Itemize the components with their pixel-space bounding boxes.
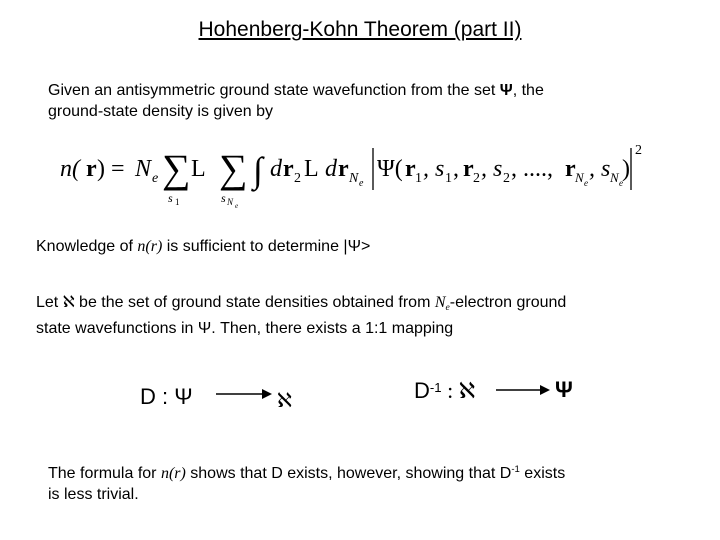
map2-label (414, 378, 475, 404)
eq-dots: , ...., (511, 156, 553, 182)
eq-ellipsis1: L (191, 156, 206, 182)
intro-line1-suffix: , the (512, 82, 544, 99)
let-paragraph (36, 292, 566, 339)
formula-paragraph (48, 459, 565, 505)
eq-sum2: ∑ (219, 146, 248, 191)
eq-sNe-subsub: e (619, 178, 623, 188)
map1-label: D : Ψ (140, 384, 193, 409)
intro-paragraph (48, 80, 544, 122)
map2-target: Ψ (555, 377, 573, 402)
formula-mid: shows that D exists, however, showing that D (185, 465, 512, 482)
map2-arrow (494, 380, 554, 400)
eq-comma: , (453, 156, 459, 182)
eq-sum1: ∑ (162, 146, 191, 191)
aleph-symbol: ℵ (62, 294, 75, 311)
eq-psi: Ψ( (377, 156, 403, 182)
eq-sum2-index-sub: N (227, 197, 234, 207)
eq-s2-sub: 2 (503, 171, 510, 186)
psi-symbol: Ψ (499, 82, 513, 99)
intro-line2: ground-state density is given by (48, 103, 274, 120)
eq-d1: d (270, 156, 282, 182)
knowledge-prefix: Knowledge of (36, 238, 138, 255)
eq-Ne-sub: e (152, 171, 159, 186)
intro-line1-prefix: Given an antisymmetric ground state wavefunction from the set (48, 82, 500, 99)
eq-power: 2 (635, 143, 642, 158)
eq-rNe: r (565, 156, 576, 182)
eq-sum1-index-sub: 1 (175, 197, 180, 207)
eq-r1: r (405, 156, 416, 182)
formula-suffix: exists (519, 465, 566, 482)
formula-line2: is less trivial. (48, 486, 139, 503)
eq-r2b-sub: 2 (473, 171, 480, 186)
eq-close: ) (622, 156, 630, 182)
eq-sNe: , s (589, 156, 611, 182)
let-prefix: Let (36, 294, 63, 311)
eq-rN-sub: N (349, 171, 359, 186)
eq-r2b: r (463, 156, 474, 182)
eq-rNe-subsub: e (584, 178, 588, 188)
map1-arrow (214, 384, 274, 404)
let-N-sub: e (445, 302, 450, 313)
map2-colon: : ℵ (441, 378, 476, 403)
formula-sup: -1 (511, 464, 520, 475)
eq-lhs-eq: ) = (97, 156, 125, 182)
eq-lhs-n: n( (60, 156, 80, 182)
formula-var: n(r) (160, 465, 186, 482)
map2-sup: -1 (429, 380, 442, 395)
eq-ellipsis2: L (304, 156, 319, 182)
eq-s1: , s (423, 156, 445, 182)
eq-r2-sub: 2 (294, 171, 301, 186)
let-suffix: -electron ground (449, 294, 567, 311)
eq-Ne: N (135, 156, 152, 182)
eq-r1-sub: 1 (415, 171, 422, 186)
eq-sNe-sub: N (610, 170, 619, 185)
eq-sum1-index: s (168, 191, 173, 205)
map2-D: D (414, 378, 430, 403)
eq-rN-subsub: e (359, 178, 364, 189)
eq-integral: ∫ (253, 150, 263, 190)
eq-rN: r (338, 156, 349, 182)
knowledge-var: n(r) (137, 238, 163, 255)
let-N: N (434, 294, 446, 311)
eq-sum2-index-subsub: e (235, 202, 239, 210)
knowledge-suffix: is sufficient to determine |Ψ> (162, 238, 371, 255)
slide-title: Hohenberg-Kohn Theorem (part II) (198, 18, 522, 41)
eq-s1-sub: 1 (445, 171, 452, 186)
eq-s2: , s (481, 156, 503, 182)
formula-prefix: The formula for (48, 465, 161, 482)
map1-target: ℵ (277, 390, 292, 412)
knowledge-line (36, 236, 370, 257)
density-equation (55, 132, 655, 212)
eq-rNe-sub: N (575, 170, 584, 185)
let-mid: be the set of ground state densities obtained from (74, 294, 435, 311)
eq-lhs-r: r (86, 156, 97, 182)
let-line2: state wavefunctions in Ψ. Then, there exists a 1:1 mapping (36, 320, 454, 337)
eq-sum2-index: s (221, 191, 226, 205)
eq-r2: r (283, 156, 294, 182)
eq-d2: d (325, 156, 337, 182)
